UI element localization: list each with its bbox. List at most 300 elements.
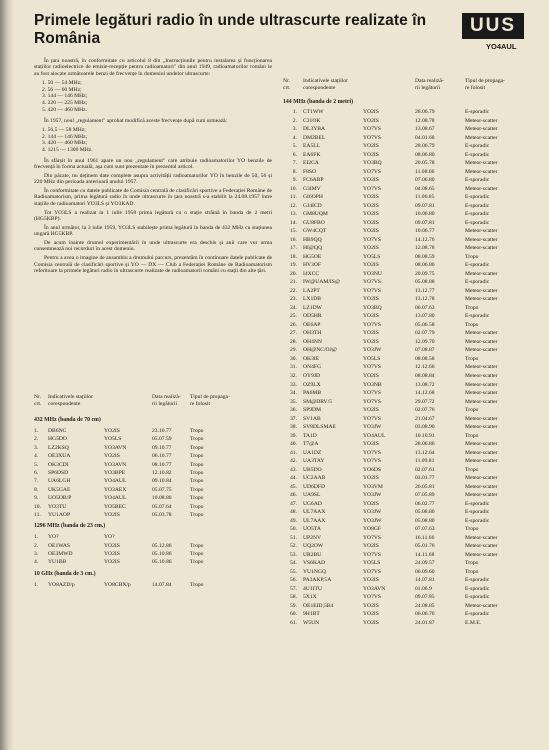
cell-nr: 31. bbox=[290, 364, 297, 371]
cell-date: 10.08.80 bbox=[152, 495, 172, 502]
cell-callsign: TA1D bbox=[303, 432, 317, 439]
cell-nr: 44. bbox=[290, 475, 297, 482]
cell-date bbox=[152, 533, 190, 541]
cell-date: 03.08.90 bbox=[415, 424, 435, 431]
cell-correspondent: YO2IS bbox=[363, 262, 379, 269]
cell-date: 09.07.81 bbox=[415, 219, 435, 226]
cell-date: 02.07.76 bbox=[415, 407, 435, 414]
cell-date: 06.07.63 bbox=[415, 304, 435, 311]
cell-date: 05.06.58 bbox=[415, 321, 435, 328]
cell-nr: 38. bbox=[290, 424, 297, 431]
cell-correspondent: YO3JW bbox=[363, 517, 382, 524]
cell-correspondent: YO2IS bbox=[363, 611, 379, 618]
cell-nr: 39. bbox=[290, 432, 297, 439]
cell-correspondent: YO5LS bbox=[363, 560, 381, 567]
cell-date: 14.07.84 bbox=[152, 581, 172, 588]
cell-date: 05.07.64 bbox=[152, 503, 172, 510]
cell-correspondent: YO7VS bbox=[363, 458, 382, 465]
cell-callsign: UO5TA bbox=[303, 526, 321, 533]
cell-callsign: GI6OPH bbox=[303, 194, 323, 201]
cell-mode: Tropo bbox=[190, 486, 204, 493]
cell-date: 23.10.77 bbox=[152, 428, 172, 434]
cell-callsign: SP6DSD bbox=[48, 469, 69, 476]
cell-callsign: UP2NV bbox=[303, 534, 322, 541]
cell-nr: 16. bbox=[290, 236, 297, 243]
cell-correspondent: YO7VS bbox=[363, 398, 382, 405]
cell-mode: Tropo bbox=[465, 355, 479, 362]
cell-mode: Tropo bbox=[465, 568, 479, 575]
cell-nr: 36. bbox=[290, 407, 297, 414]
cell-correspondent: YO? bbox=[104, 534, 115, 541]
cell-correspondent: YO2IS bbox=[104, 453, 120, 460]
cell-mode: Meteor-scatter bbox=[465, 185, 498, 192]
cell-correspondent: YO2IS bbox=[363, 500, 379, 507]
cell-nr: 9. bbox=[292, 177, 297, 184]
table-row bbox=[283, 193, 523, 202]
table-row bbox=[283, 202, 523, 211]
cell-nr: 40. bbox=[290, 441, 297, 448]
table-row bbox=[34, 452, 272, 460]
cell-callsign: 5X1X bbox=[303, 594, 317, 601]
header-nr: Nr. crt. bbox=[34, 394, 42, 407]
cell-mode: E-sporadic bbox=[465, 143, 490, 150]
cell-mode: Meteor-scatter bbox=[465, 551, 498, 558]
table-row bbox=[283, 423, 523, 432]
frequency-item: 2. 56 — 60 MHz; bbox=[42, 86, 82, 93]
band-heading-10ghz: 10 GHz (banda de 3 cm.) bbox=[34, 570, 96, 577]
header-callsigns: Indicativele stațiilor corespondente bbox=[48, 394, 93, 407]
cell-date: 07.08.87 bbox=[415, 347, 435, 354]
cell-nr: 45. bbox=[290, 483, 297, 490]
table-row bbox=[283, 117, 523, 126]
cell-callsign: UA9SL bbox=[303, 492, 321, 499]
cell-date: 14.12.76 bbox=[415, 236, 435, 243]
cell-nr: 3. bbox=[34, 444, 39, 451]
cell-date: 24.09.57 bbox=[415, 560, 435, 567]
cell-nr: 23. bbox=[290, 296, 297, 303]
cell-mode: Meteor-scatter bbox=[465, 287, 498, 294]
cell-callsign: EI2CA bbox=[303, 160, 319, 167]
page-gutter-shadow bbox=[0, 0, 14, 750]
table-row bbox=[283, 295, 523, 304]
cell-callsign: 9H1BT bbox=[303, 611, 320, 618]
cell-mode: E-sporadic bbox=[465, 194, 490, 201]
cell-nr: 41. bbox=[290, 449, 297, 456]
cell-mode: Tropo bbox=[190, 428, 204, 434]
table-row bbox=[283, 134, 523, 143]
table-row bbox=[34, 558, 272, 566]
cell-nr: 47. bbox=[290, 500, 297, 507]
cell-nr: 11. bbox=[290, 194, 297, 201]
cell-mode: E.M.E. bbox=[465, 619, 482, 626]
cell-correspondent: YO5LS bbox=[363, 355, 381, 362]
cell-nr: 51. bbox=[290, 534, 297, 541]
cell-mode: Meteor-scatter bbox=[465, 424, 498, 431]
table-row bbox=[283, 483, 523, 492]
cell-correspondent: YO4AUL bbox=[363, 432, 386, 439]
cell-nr: 20. bbox=[290, 270, 297, 277]
paragraph: Din păcate, nu deținem date complete asupra activității radioamatorilor YO în benzile de 50, 56 și 220 MHz din perioada anterioară anului 1957. bbox=[34, 172, 272, 186]
band-heading-1296: 1296 MHz (banda de 23 cm.) bbox=[34, 523, 106, 530]
cell-correspondent: YO5LS bbox=[363, 253, 381, 260]
cell-mode: Meteor-scatter bbox=[465, 458, 498, 465]
cell-callsign: SM@DRV/5 bbox=[303, 398, 332, 405]
cell-mode: E-sporadic bbox=[465, 577, 490, 584]
cell-correspondent: YO2IS bbox=[104, 511, 120, 518]
cell-mode: Meteor-scatter bbox=[465, 126, 498, 133]
table-row bbox=[283, 449, 523, 458]
cell-date: 20.09.75 bbox=[415, 270, 435, 277]
table-row bbox=[34, 444, 272, 452]
cell-callsign: G3IMV bbox=[303, 185, 321, 192]
cell-date: 10.06.80 bbox=[415, 211, 435, 218]
cell-callsign: OZ9LX bbox=[303, 381, 321, 388]
cell-correspondent: YO3AVN bbox=[363, 585, 386, 592]
cell-mode: Meteor-scatter bbox=[465, 236, 498, 243]
cell-nr: 34. bbox=[290, 390, 297, 397]
cell-mode: Meteor-scatter bbox=[465, 134, 498, 141]
cell-correspondent: YO3JW bbox=[363, 347, 382, 354]
cell-date: 28.06.79 bbox=[415, 143, 435, 150]
uus-logo: UUS bbox=[462, 13, 524, 39]
cell-date: 05.08.80 bbox=[415, 509, 435, 516]
cell-correspondent: YO7VS bbox=[363, 185, 382, 192]
paragraph: În țara noastră, în conformitate cu articolul 8 din „Instrucțiunile pentru instalarea și funcționarea stațiilor radioelectrice de emisie-recepție pentru radioamatori" din anul 1949, radioamatorilor români le au fost alocate următoarele benzi de frecvențe în domeniul undelor ultrascurte: bbox=[34, 58, 272, 77]
cell-date: 09.07.81 bbox=[415, 202, 435, 209]
cell-callsign: OE1WAS bbox=[48, 542, 71, 549]
cell-correspondent: YO7VS bbox=[363, 321, 382, 328]
cell-correspondent: YO2IS bbox=[363, 117, 379, 124]
cell-callsign: OE3XUA bbox=[48, 453, 71, 460]
header-nr: Nr. crt. bbox=[283, 78, 291, 91]
cell-correspondent: YO2IS bbox=[363, 602, 379, 609]
table-row bbox=[283, 355, 523, 364]
cell-date: 04.08.65 bbox=[415, 185, 435, 192]
cell-mode: Tropo bbox=[190, 469, 204, 476]
cell-mode: Meteor-scatter bbox=[465, 449, 498, 456]
cell-correspondent: YO2IS bbox=[363, 441, 379, 448]
cell-date: 12.08.78 bbox=[415, 117, 435, 124]
cell-nr: 7. bbox=[34, 478, 39, 485]
cell-date: 13.12.78 bbox=[415, 296, 435, 303]
cell-correspondent: YO2IS bbox=[363, 330, 379, 337]
cell-mode: Tropo bbox=[465, 321, 479, 328]
paragraph: De acum înainte drumul experimentării în unde ultrascurte era deschis și anii care vor urma consemnează noi recorduri în acest domeniu. bbox=[34, 239, 272, 253]
table-row bbox=[283, 176, 523, 185]
cell-date: 08.08.84 bbox=[415, 372, 435, 379]
cell-mode: Tropo bbox=[190, 503, 204, 510]
cell-callsign: HI@QQ bbox=[303, 245, 323, 252]
cell-mode: Meteor-scatter bbox=[465, 534, 498, 541]
table-row bbox=[34, 469, 272, 477]
cell-correspondent: YO2IS bbox=[363, 313, 379, 320]
table-row bbox=[283, 602, 523, 611]
cell-correspondent: YO7VS bbox=[363, 390, 382, 397]
table-row bbox=[283, 508, 523, 517]
frequency-item: 5. 420 — 460 MHz. bbox=[42, 106, 88, 113]
cell-mode: Meteor-scatter bbox=[465, 228, 498, 235]
cell-callsign: SV8DLSMAE bbox=[303, 424, 336, 431]
cell-nr: 35. bbox=[290, 398, 297, 405]
paragraph: Pentru a avea o imagine de ansamblu a drumului parcurs, prezentăm în continuare datele publicate de Comisia centrală de clasificări sportive și YO — DX — Club a Federației Române de Radioamatorism referitoare la primele legături radio în ultrascurte realizate de radioamatorii români cu stații din alte țări. bbox=[34, 255, 272, 274]
table-row bbox=[283, 585, 523, 594]
cell-mode: Tropo bbox=[190, 581, 204, 588]
cell-correspondent: YO5BEC bbox=[104, 503, 126, 510]
cell-date: 02.07.79 bbox=[415, 330, 435, 337]
cell-callsign: SP9DM bbox=[303, 407, 322, 414]
cell-date: 29.07.72 bbox=[415, 398, 435, 405]
cell-mode: E-sporadic bbox=[465, 262, 490, 269]
cell-date: 16.11.66 bbox=[415, 534, 435, 541]
cell-mode: E-sporadic bbox=[465, 509, 490, 516]
cell-mode: Meteor-scatter bbox=[465, 390, 498, 397]
cell-callsign: EA5LL bbox=[303, 143, 321, 150]
cell-mode: Meteor-scatter bbox=[465, 270, 498, 277]
cell-nr: 49. bbox=[290, 517, 297, 524]
cell-nr: 37. bbox=[290, 415, 297, 422]
table-row bbox=[283, 321, 523, 330]
frequency-item: 3. 420 — 460 MHz; bbox=[42, 140, 88, 147]
cell-callsign: FC6ABP bbox=[303, 177, 324, 184]
cell-date: 26.05.81 bbox=[415, 483, 435, 490]
table-row bbox=[34, 542, 272, 550]
cell-callsign: UC2AAB bbox=[303, 475, 326, 482]
cell-correspondent: YO7VS bbox=[363, 168, 382, 175]
cell-mode: E-sporadic bbox=[465, 177, 490, 184]
table-row bbox=[283, 568, 523, 577]
cell-nr: 10. bbox=[290, 185, 297, 192]
cell-callsign: T7@A bbox=[303, 441, 319, 448]
frequency-item: 1. 56,5 — 58 MHz; bbox=[42, 126, 86, 133]
cell-date: 05.10.86 bbox=[152, 551, 172, 558]
table-row bbox=[34, 550, 272, 558]
cell-callsign: DB6NC bbox=[48, 428, 67, 434]
cell-date: 08.08.59 bbox=[415, 253, 435, 260]
table-row bbox=[283, 329, 523, 338]
cell-callsign: W5UN bbox=[303, 619, 320, 626]
cell-correspondent: YO3BPE bbox=[104, 469, 126, 476]
cell-correspondent: YO8GF bbox=[363, 526, 382, 533]
table-row bbox=[34, 461, 272, 469]
header-callsigns: Indicativele stațiilor corespondente bbox=[303, 78, 348, 91]
rows-432 bbox=[34, 427, 272, 519]
cell-callsign: DM2BEL bbox=[303, 134, 326, 141]
cell-mode: E-sporadic bbox=[465, 211, 490, 218]
cell-nr: 46. bbox=[290, 492, 297, 499]
table-row bbox=[34, 477, 272, 485]
table-row bbox=[283, 261, 523, 270]
cell-nr: 55. bbox=[290, 568, 297, 575]
frequency-item: 4. 1215 — 1300 MHz. bbox=[42, 147, 93, 153]
table-row bbox=[283, 534, 523, 543]
cell-callsign: UA3TAY bbox=[303, 458, 325, 465]
cell-mode: Meteor-scatter bbox=[465, 245, 498, 252]
table-row bbox=[283, 346, 523, 355]
article-title: Primele legături radio în unde ultrascurte realizate în România bbox=[34, 12, 427, 47]
author-callsign: YO4AUL bbox=[486, 42, 517, 51]
cell-date: 13.08.72 bbox=[415, 381, 435, 388]
table-row bbox=[283, 142, 523, 151]
table-row bbox=[283, 576, 523, 585]
table-row bbox=[283, 500, 523, 509]
cell-correspondent: YO3JW bbox=[363, 509, 382, 516]
cell-callsign: DL3YBA bbox=[303, 126, 326, 133]
band-heading-144: 144 MHz (banda de 2 metri) bbox=[283, 99, 354, 105]
cell-mode: Tropo bbox=[465, 407, 479, 414]
cell-nr: 7. bbox=[292, 160, 297, 167]
cell-callsign: YU1BB bbox=[48, 559, 67, 566]
cell-correspondent: YO2IS bbox=[104, 542, 120, 549]
band-heading-432: 432 MHz (banda de 70 cm) bbox=[34, 417, 101, 423]
cell-mode bbox=[190, 533, 230, 541]
table-row bbox=[283, 619, 523, 628]
cell-date: 12.12.66 bbox=[415, 364, 435, 371]
cell-date: 05.08.80 bbox=[415, 517, 435, 524]
frequency-item: 2. 144 — 146 MHz; bbox=[42, 133, 88, 140]
cell-correspondent: YO2IS bbox=[363, 228, 379, 235]
cell-mode: Tropo bbox=[190, 444, 204, 451]
cell-correspondent: YO3AVN bbox=[104, 461, 127, 468]
frequency-list-1949 bbox=[42, 80, 272, 114]
table-row bbox=[34, 494, 272, 502]
table-row bbox=[283, 219, 523, 228]
cell-correspondent: YO3AVN bbox=[104, 444, 127, 451]
frequency-list-1957 bbox=[42, 127, 272, 154]
paragraph: În conformitate cu datele publicate de Comisia centrală de clasificări sportive a Federației Române de Radioamatorism, prima legătură radio în unde ultrascurte în țara noastră s-a stabilit la 24.08.1957 între stațiile de radioamatori YO3LS și YO3KAD. bbox=[34, 188, 272, 207]
cell-nr: 5. bbox=[34, 461, 39, 468]
cell-date: 13.12.77 bbox=[415, 287, 435, 294]
cell-date: 13.12.64 bbox=[415, 449, 435, 456]
table-row bbox=[283, 151, 523, 160]
cell-mode: Meteor-scatter bbox=[465, 602, 498, 609]
cell-nr: 15. bbox=[290, 228, 297, 235]
cell-correspondent: YO2IS bbox=[363, 194, 379, 201]
cell-callsign: GU8FBO bbox=[303, 219, 325, 226]
cell-nr: 17. bbox=[290, 245, 297, 252]
cell-callsign: OK3CDI bbox=[48, 461, 69, 468]
table-row bbox=[283, 227, 523, 236]
cell-callsign: EA6FK bbox=[303, 151, 321, 158]
cell-correspondent: YO7VS bbox=[363, 364, 382, 371]
cell-nr: 53. bbox=[290, 551, 297, 558]
header-date: Data realiză- rii legăturii bbox=[152, 394, 181, 407]
cell-nr: 33. bbox=[290, 381, 297, 388]
cell-nr: 9. bbox=[34, 495, 39, 502]
header-mode: Tipul de propaga- re folosit bbox=[190, 394, 230, 407]
cell-mode: Meteor-scatter bbox=[465, 381, 498, 388]
cell-correspondent: YO2IS bbox=[104, 551, 120, 558]
cell-callsign: UL7AAX bbox=[303, 517, 326, 524]
cell-nr: 12. bbox=[290, 202, 297, 209]
cell-correspondent: YO6DS bbox=[363, 466, 382, 473]
cell-callsign: 4U1ITU bbox=[303, 585, 322, 592]
cell-date: 08.08.58 bbox=[415, 355, 435, 362]
cell-nr: 2. bbox=[292, 117, 297, 124]
cell-correspondent: YO2IS bbox=[363, 577, 379, 584]
cell-nr: 48. bbox=[290, 509, 297, 516]
cell-callsign: ON4FG bbox=[303, 364, 322, 371]
cell-nr: 1. bbox=[292, 109, 297, 115]
cell-correspondent: YO7VS bbox=[363, 534, 382, 541]
table-row bbox=[283, 338, 523, 347]
cell-callsign: UO5OB/P bbox=[48, 495, 72, 502]
vhf-records-table bbox=[283, 78, 523, 627]
cell-date: 05.03.78 bbox=[152, 511, 172, 518]
cell-nr: 58. bbox=[290, 594, 297, 601]
cell-correspondent: YO3VM bbox=[363, 483, 383, 490]
cell-date: 13.08.67 bbox=[415, 126, 435, 133]
rows-10ghz bbox=[34, 581, 272, 589]
cell-mode: Meteor-scatter bbox=[465, 160, 498, 167]
cell-nr: 21. bbox=[290, 279, 297, 286]
cell-nr: 5. bbox=[292, 143, 297, 150]
cell-correspondent: YO2IS bbox=[363, 151, 379, 158]
cell-mode: E-sporadic bbox=[465, 585, 490, 592]
cell-correspondent: YO2IS bbox=[104, 559, 120, 566]
cell-correspondent: YO7VS bbox=[363, 568, 382, 575]
cell-nr: 1. bbox=[34, 581, 39, 588]
cell-date: 08.06.80 bbox=[415, 151, 435, 158]
table-row bbox=[283, 236, 523, 245]
cell-callsign: LZ2KSQ bbox=[48, 444, 69, 451]
cell-correspondent: YO7VS bbox=[363, 449, 382, 456]
table-row bbox=[283, 542, 523, 551]
cell-nr: 4. bbox=[292, 134, 297, 141]
table-row bbox=[34, 581, 272, 589]
cell-callsign: OE1EID,5B4 bbox=[303, 602, 334, 609]
cell-mode: Meteor-scatter bbox=[465, 330, 498, 337]
cell-correspondent: YO7VS bbox=[363, 236, 382, 243]
frequency-item: 3. 144 — 146 MHz; bbox=[42, 93, 88, 100]
header-mode: Tipul de propaga- re folosit bbox=[465, 78, 505, 91]
cell-nr: 43. bbox=[290, 466, 297, 473]
cell-nr: 52. bbox=[290, 543, 297, 550]
cell-mode: Tropo bbox=[190, 511, 204, 518]
cell-correspondent: YO3BQ bbox=[363, 160, 382, 167]
table-row bbox=[34, 533, 272, 541]
cell-date: 03.01.77 bbox=[415, 475, 435, 482]
cell-date: 08.06.80 bbox=[415, 262, 435, 269]
cell-mode: E-sporadic bbox=[465, 611, 490, 618]
cell-callsign: IW@UAM/IS@ bbox=[303, 279, 341, 286]
cell-correspondent: YO3AEX bbox=[104, 486, 127, 493]
cell-nr: 32. bbox=[290, 372, 297, 379]
cell-nr: 19. bbox=[290, 262, 297, 269]
table-row bbox=[283, 474, 523, 483]
cell-mode: Meteor-scatter bbox=[465, 543, 498, 550]
table-row bbox=[283, 381, 523, 390]
cell-correspondent: YO5LS bbox=[104, 436, 122, 443]
cell-nr: 2. bbox=[34, 542, 39, 549]
cell-callsign: GM8UQM bbox=[303, 211, 328, 218]
cell-correspondent: YO2IS bbox=[363, 202, 379, 209]
cell-nr: 14. bbox=[290, 219, 297, 226]
rows-144 bbox=[283, 108, 523, 627]
cell-correspondent: YO7VS bbox=[363, 415, 382, 422]
table-row bbox=[34, 486, 272, 494]
intro-text bbox=[34, 58, 272, 277]
cell-date: 05.07.75 bbox=[152, 486, 172, 493]
cell-callsign: UR2BU bbox=[303, 551, 322, 558]
table-row bbox=[283, 593, 523, 602]
cell-nr: 11. bbox=[34, 511, 41, 518]
cell-callsign: YO? bbox=[48, 534, 59, 541]
cell-correspondent: YO7VS bbox=[363, 279, 382, 286]
cell-date: 11.09.81 bbox=[415, 458, 435, 465]
cell-date: 12.08.78 bbox=[415, 245, 435, 252]
cell-nr: 25. bbox=[290, 313, 297, 320]
cell-nr: 28. bbox=[290, 338, 297, 345]
